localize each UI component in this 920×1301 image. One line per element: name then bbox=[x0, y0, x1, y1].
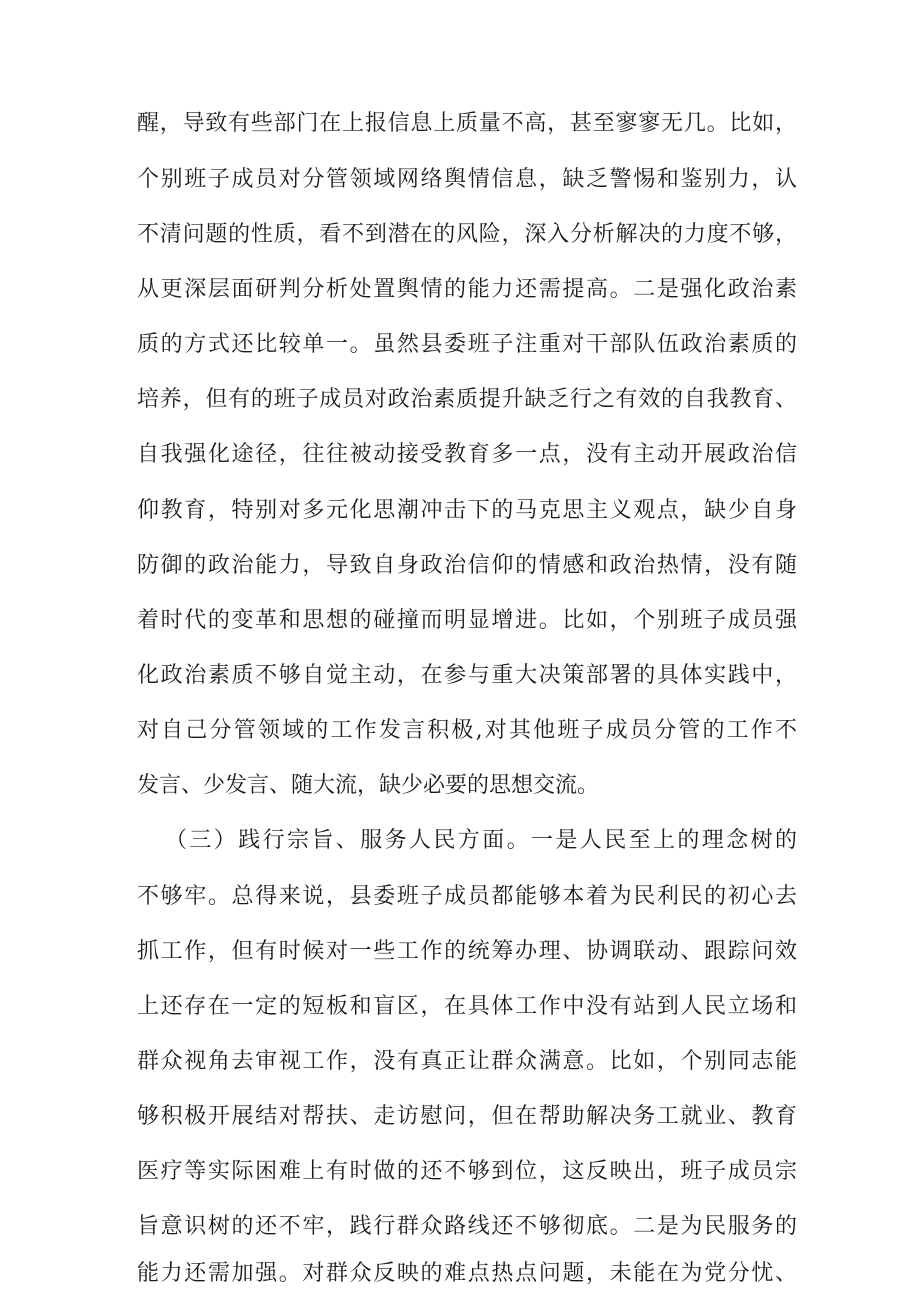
text-line: 不够牢。总得来说，县委班子成员都能够本着为民利民的初心去 bbox=[137, 884, 797, 909]
text-line: 不清问题的性质，看不到潜在的风险，深入分析解决的力度不够， bbox=[137, 222, 797, 247]
text-line: 抓工作，但有时候对一些工作的统筹办理、协调联动、跟踪问效 bbox=[137, 939, 797, 964]
section-heading-line: （三）践行宗旨、服务人民方面。一是人民至上的理念树的 bbox=[165, 828, 797, 853]
text-line: 对自己分管领域的工作发言积极,对其他班子成员分管的工作不 bbox=[137, 718, 797, 743]
text-line: 够积极开展结对帮扶、走访慰问，但在帮助解决务工就业、教育 bbox=[137, 1104, 797, 1129]
text-line: 防御的政治能力，导致自身政治信仰的情感和政治热情，没有随 bbox=[137, 553, 797, 578]
text-line: 着时代的变革和思想的碰撞而明显增进。比如，个别班子成员强 bbox=[137, 608, 797, 633]
text-line: 醒，导致有些部门在上报信息上质量不高，甚至寥寥无几。比如， bbox=[137, 111, 797, 136]
text-line: 化政治素质不够自觉主动，在参与重大决策部署的具体实践中， bbox=[137, 663, 797, 688]
text-line: 医疗等实际困难上有时做的还不够到位，这反映出，班子成员宗 bbox=[137, 1159, 797, 1184]
text-line: 旨意识树的还不牢，践行群众路线还不够彻底。二是为民服务的 bbox=[137, 1214, 797, 1239]
text-line: 群众视角去审视工作，没有真正让群众满意。比如，个别同志能 bbox=[137, 1049, 797, 1074]
text-line: 仰教育，特别对多元化思潮冲击下的马克思主义观点，缺少自身 bbox=[137, 498, 797, 523]
text-line: 自我强化途径，往往被动接受教育多一点，没有主动开展政治信 bbox=[137, 442, 797, 467]
text-line: 从更深层面研判分析处置舆情的能力还需提高。二是强化政治素 bbox=[137, 277, 797, 302]
text-line: 个别班子成员对分管领域网络舆情信息，缺乏警惕和鉴别力，认 bbox=[137, 167, 797, 192]
text-line: 上还存在一定的短板和盲区，在具体工作中没有站到人民立场和 bbox=[137, 994, 797, 1019]
text-line: 培养，但有的班子成员对政治素质提升缺乏行之有效的自我教育、 bbox=[137, 387, 797, 412]
text-line: 发言、少发言、随大流，缺少必要的思想交流。 bbox=[137, 773, 600, 798]
text-line: 能力还需加强。对群众反映的难点热点问题，未能在为党分忧、 bbox=[137, 1261, 797, 1286]
text-line: 质的方式还比较单一。虽然县委班子注重对干部队伍政治素质的 bbox=[137, 332, 797, 357]
